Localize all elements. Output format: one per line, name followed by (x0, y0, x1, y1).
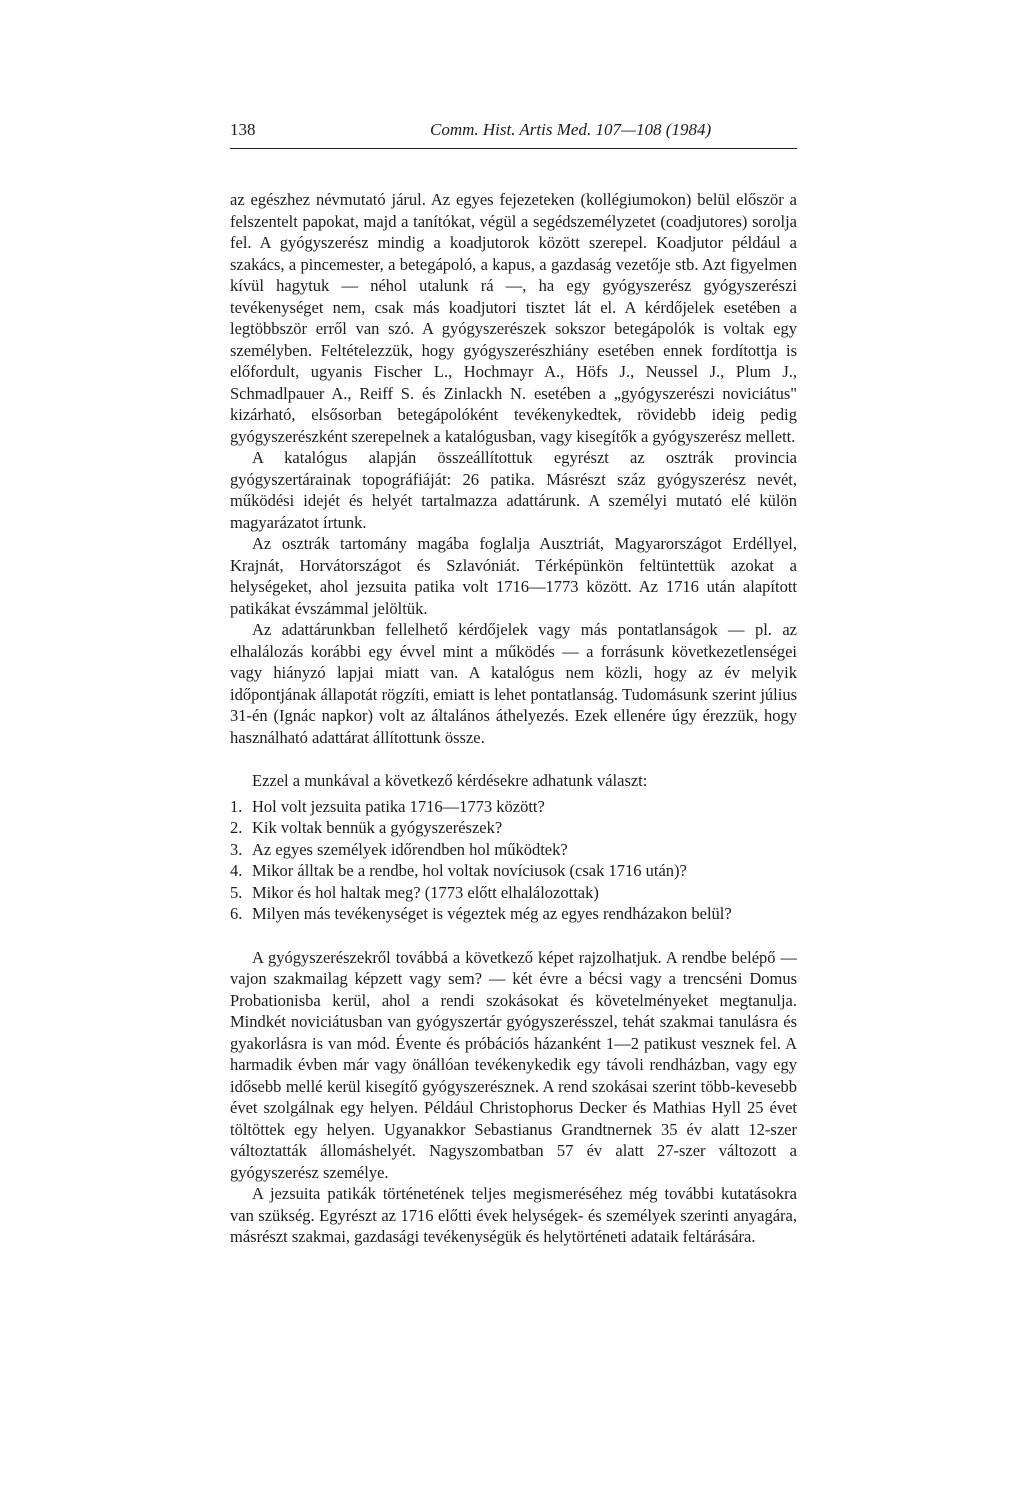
list-item (230, 903, 797, 925)
journal-reference: Comm. Hist. Artis Med. 107—108 (1984) (430, 120, 712, 139)
paragraph: Az osztrák tartomány magába foglalja Ausztriát, Magyarországot Erdéllyel, Krajnát, Horvátországot és Szlavóniát. Térképünkön feltüntettük azokat a helységeket, ahol jezsuita patika volt 1716—1773 között. Az 1716 után alapított patikákat évszámmal jelöltük. (230, 534, 797, 618)
list-item-text: Milyen más tevékenységet is végeztek még az egyes rendházakon belül? (252, 904, 732, 923)
list-item-text: Hol volt jezsuita patika 1716—1773 között? (252, 796, 545, 816)
paragraph: A gyógyszerészekről továbbá a következő képet rajzolhatjuk. A rendbe belépő — vajon szakmailag képzett vagy sem? — két évre a bécsi vagy a trencséni Domus Probationisba kerül, ahol a rendi szokásokat és követelményeket megtanulja. Mindkét noviciátusban van gyógyszertár gyógyszerésszel, tehát szakmai tanulásra és gyakorlásra is van mód. Évente és próbációs házanként 1—2 patikust vesznek fel. A harmadik évben már vagy önállóan tevékenykedik egy távoli rendházban, vagy egy idősebb mellé kerül kisegítő gyógyszerésznek. A rend szokásai szerint több-kevesebb évet szolgálnak egy helyen. Például Christophorus Decker és Mathias Hyll 25 évet töltöttek egy helyen. Ugyanakkor Sebastianus Grandtnernek 35 év alatt 12-szer változtatták állomáshelyét. Nagyszombatban 57 év alatt 27-szer változott a gyógyszerész személye. (230, 947, 797, 1182)
list-item (230, 796, 797, 818)
list-item-number: 6. (230, 904, 243, 923)
list-item (230, 839, 797, 861)
list-item-number: 1. (230, 796, 243, 816)
list-item-text: Kik voltak bennük a gyógyszerészek? (252, 818, 503, 837)
questions-list (230, 796, 797, 925)
running-header (230, 118, 797, 149)
list-item-text: Mikor álltak be a rendbe, hol voltak novíciusok (csak 1716 után)? (252, 861, 687, 880)
questions-intro: Ezzel a munkával a következő kérdésekre adhatunk választ: (252, 771, 648, 790)
list-item-number: 4. (230, 861, 243, 880)
paragraph: A jezsuita patikák történetének teljes megismeréséhez még további kutatásokra van szükség. Egyrészt az 1716 előtti évek helységek- és személyek szerinti anyagára, másrészt szakmai, gazdasági tevékenységük és helytörténeti adataik feltárására. (230, 1184, 797, 1246)
list-item (230, 882, 797, 904)
document-page (230, 118, 797, 1248)
list-item-number: 3. (230, 839, 243, 859)
list-item-text: Az egyes személyek időrendben hol működtek? (252, 839, 568, 859)
paragraph: A katalógus alapján összeállítottuk egyrészt az osztrák provincia gyógyszertárainak topográfiáját: 26 patika. Másrészt száz gyógyszerész nevét, működési idejét és helyét tartalmazza adattárunk. A személyi mutató elé külön magyarázatot írtunk. (230, 448, 797, 532)
list-item-text: Mikor és hol haltak meg? (1773 előtt elhalálozottak) (252, 882, 599, 902)
paragraph: az egészhez névmutató járul. Az egyes fejezeteken (kollégiumokon) belül először a felszentelt papokat, majd a tanítókat, végül a segédszemélyzetet (coadjutores) sorolja fel. A gyógyszerész mindig a koadjutorok között szerepel. Koadjutor például a szakács, a pincemester, a betegápoló, a kapus, a gazdaság vezetője stb. Azt figyelmen kívül hagytuk — néhol utalunk rá —, ha egy gyógyszerész gyógyszerészi tevékenységet nem, csak más koadjutori tisztet lát el. A kérdőjelek esetében a legtöbbször erről van szó. A gyógyszerészek sokszor betegápolók is voltak egy személyben. Feltételezzük, hogy gyógyszerészhiány esetében ennek fordítottja is előfordult, ugyanis Fischer L., Hochmayr A., Höfs J., Neussel J., Plum J., Schmadlpauer A., Reiff S. és Zinlackh N. esetében a „gyógyszerészi noviciátus" kizárható, elsősorban betegápolóként tevékenykedtek, rövidebb ideig pedig gyógyszerészként szerepelnek a katalógusban, vagy kisegítők a gyógyszerész mellett. (230, 190, 797, 446)
paragraph: Az adattárunkban fellelhető kérdőjelek vagy más pontatlanságok — pl. az elhalálozás korábbi egy évvel mint a működés — a forrásunk következetlenségei vagy hiányzó lapjai miatt van. A katalógus nem közli, hogy az év melyik időpontjának állapotát rögzíti, emiatt is lehet pontatlanság. Tudomásunk szerint július 31-én (Ignác napkor) volt az általános áthelyezés. Ezek ellenére úgy érezzük, hogy használható adattárat állítottunk össze. (230, 620, 797, 747)
page-number: 138 (230, 120, 256, 139)
list-item (230, 860, 797, 882)
list-item-number: 5. (230, 882, 243, 902)
list-item (230, 817, 797, 839)
list-item-number: 2. (230, 818, 243, 837)
article-body (230, 189, 797, 1248)
